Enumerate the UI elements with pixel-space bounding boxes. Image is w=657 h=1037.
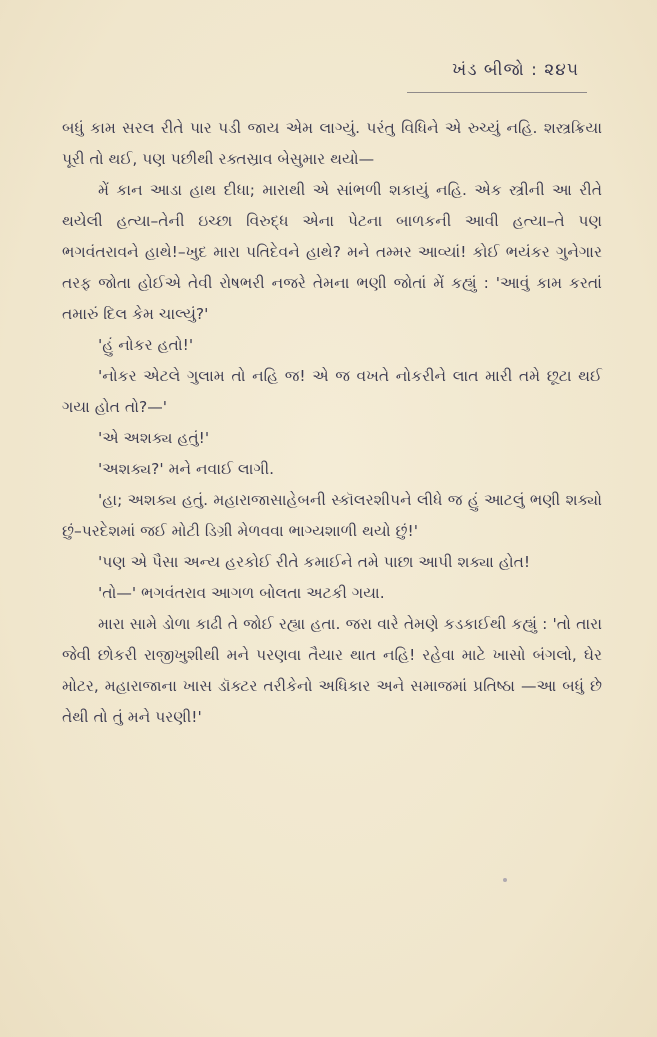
running-header: ખંડ બીજો : ૨૪૫ [452,60,579,80]
paragraph-8: 'પણ એ પૈસા અન્ય હરકોઈ રીતે કમાઈને તમે પાછા આપી શક્યા હોત! [98,553,531,571]
page-body [62,113,602,733]
paragraph-9: 'તો—' ભગવંતરાવ આગળ બોલતા અટકી ગયા. [98,584,385,602]
paragraph-3: 'હું નોકર હતો!' [98,336,194,354]
paragraph-1: બધું કામ સરલ રીતે પાર પડી જાય એમ લાગ્યું. પરંતુ વિધિને એ રુચ્યું નહિ. શસ્ત્રક્રિયા પૂરી તો થઈ, પણ પછીથી રક્તસ્રાવ બેસુમાર થયો— [62,119,602,168]
paragraph-6: 'અશક્ય?' મને નવાઈ લાગી. [98,460,275,478]
paragraph-10: મારા સામે ડોળા કાઢી તે જોઈ રહ્યા હતા. જરા વારે તેમણે કડકાઈથી કહ્યું : 'તો તારા જેવી છોકરી રાજીખુશીથી મને પરણવા તૈયાર થાત નહિ! રહેવા માટે ખાસો બંગલો, ઘેર મોટર, મહારાજાના ખાસ ડૉક્ટર તરીકેનો અધિકાર અને સમાજમાં પ્રતિષ્ઠા —આ બધું છે તેથી તો તું મને પરણી!' [62,615,602,726]
header-underline [407,92,587,93]
paragraph-7: 'હા; અશક્ય હતું. મહારાજાસાહેબની સ્કૉલરશીપને લીધે જ હું આટલું ભણી શક્યો છું–પરદેશમાં જઈ મોટી ડિગ્રી મેળવવા ભાગ્યશાળી થયો છું!' [62,491,602,540]
ink-speck [503,878,507,882]
paragraph-5: 'એ અશક્ય હતું!' [98,429,210,447]
paragraph-2: મેં કાન આડા હાથ દીધા; મારાથી એ સાંભળી શકાયું નહિ. એક સ્ત્રીની આ રીતે થયેલી હત્યા–તેની ઇચ્છા વિરુદ્ધ એના પેટના બાળકની આવી હત્યા–તે પણ ભગવંતરાવને હાથે!–ખુદ મારા પતિદેવને હાથે? મને તમ્મર આવ્યાં! કોઈ ભયંકર ગુનેગાર તરફ જોતા હોઈએ તેવી રોષભરી નજરે તેમના ભણી જોતાં મેં કહ્યું : 'આવું કામ કરતાં તમારું દિલ કેમ ચાલ્યું?' [62,181,602,323]
paragraph-4: 'નોકર એટલે ગુલામ તો નહિ જ! એ જ વખતે નોકરીને લાત મારી તમે છૂટા થઈ ગયા હોત તો?—' [62,367,602,416]
